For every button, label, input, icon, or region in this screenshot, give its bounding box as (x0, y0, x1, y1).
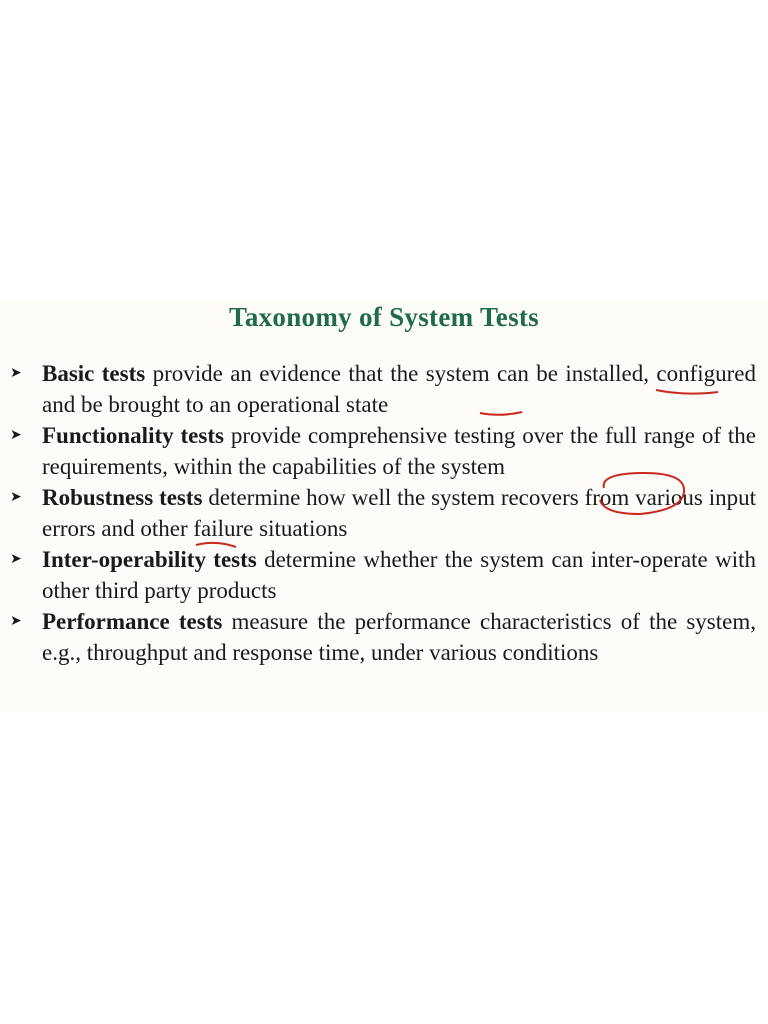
bullet-list (0, 358, 768, 668)
bullet-text: provide an evidence that the system can be installed, configured and be brought to an operational state (42, 361, 756, 417)
bullet-item-interoperability-tests (0, 544, 768, 606)
bullet-term: Performance tests (42, 609, 223, 634)
bullet-text: determine whether the system can inter-operate with other third party products (42, 547, 756, 603)
bullet-item-basic-tests (0, 358, 768, 420)
arrow-bullet-icon: ➤ (10, 366, 22, 381)
arrow-bullet-icon: ➤ (10, 490, 22, 505)
slide-title: Taxonomy of System Tests (228, 302, 539, 332)
bullet-item-performance-tests (0, 606, 768, 668)
bullet-term: Basic tests (42, 361, 146, 386)
arrow-bullet-icon: ➤ (10, 428, 22, 443)
bullet-item-functionality-tests (0, 420, 768, 482)
arrow-bullet-icon: ➤ (10, 552, 22, 567)
bullet-item-robustness-tests (0, 482, 768, 544)
bullet-text: provide comprehensive testing over the full range of the requirements, within the capabilities of the system (42, 423, 756, 479)
bullet-text: measure the performance characteristics of the system, e.g., throughput and response time, under various conditions (42, 609, 756, 665)
bullet-text: determine how well the system recovers from various input errors and other failure situations (42, 485, 756, 541)
bullet-term: Functionality tests (42, 423, 224, 448)
bullet-term: Inter-operability tests (42, 547, 257, 572)
bullet-term: Robustness tests (42, 485, 203, 510)
arrow-bullet-icon: ➤ (10, 614, 22, 629)
slide (0, 300, 768, 712)
